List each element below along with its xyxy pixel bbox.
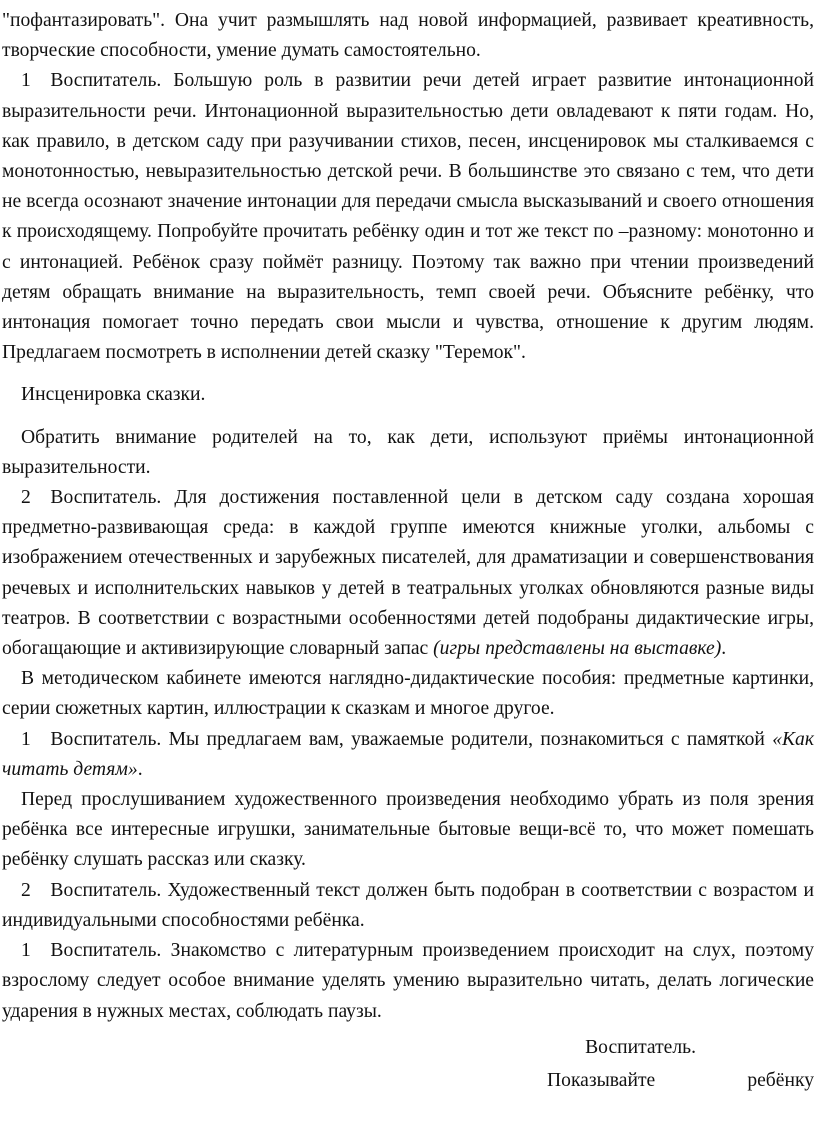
- paragraph-attention: Обратить внимание родителей на то, как дети, используют приёмы интонационной выразительности.: [2, 426, 814, 478]
- paragraph-memo: [2, 725, 814, 785]
- paragraph-environment: [2, 483, 814, 664]
- paragraph-environment-end: .: [721, 638, 727, 660]
- paragraph-memo-end: .: [137, 758, 143, 780]
- paragraph-expressive-reading: 1 Воспитатель. Знакомство с литературным произведением происходит на слух, поэтому взрослому следует особое внимание уделять умению выразительно читать, делать логические ударения в нужных местах, соблюдать паузы.: [2, 940, 814, 1022]
- paragraph-intonation: 1 Воспитатель. Большую роль в развитии речи детей играет развитие интонационной выразительности речи. Интонационной выразительностью дети овладевают к пяти годам. Но, как правило, в детском саду при разучивании стихов, песен, инсценировок мы сталкиваемся с монотонностью, невыразительностью детской речи. В большинстве это связано с тем, что дети не всегда осознают значение интонации для передачи смысла высказываний и своего отношения к происходящему. Попробуйте прочитать ребёнку один и тот же текст по –разному: монотонно и с интонацией. Ребёнок сразу поймёт разницу. Поэтому так важно при чтении произведений детям обращать внимание на выразительность, темп своей речи. Объясните ребёнку, что интонация помогает точно передать свои мысли и чувства, отношение к другим людям. Предлагаем посмотреть в исполнении детей сказку "Теремок".: [2, 70, 814, 364]
- paragraph-methodical-cabinet: В методическом кабинете имеются наглядно-дидактические пособия: предметные картинки, серии сюжетных картин, иллюстрации к сказкам и многое другое.: [2, 668, 814, 720]
- paragraph-show-child: [2, 1066, 814, 1096]
- paragraph-memo-italic: «Как читать детям»: [2, 728, 814, 780]
- paragraph-environment-italic: (игры представлены на выставке): [433, 638, 722, 660]
- paragraph-environment-text: 2 Воспитатель. Для достижения поставленной цели в детском саду создана хорошая предметно-развивающая среда: в каждой группе имеются книжные уголки, альбомы с изображением отечественных и зарубежных писателей, для драматизации и совершенствования речевых и исполнительских навыков у детей в театральных уголках обновляются разные виды театров. В соответствии с возрастными особенностями детей подобраны дидактические игры, обогащающие и активизирующие словарный запас: [2, 487, 814, 660]
- child-word: ребёнку: [747, 1069, 814, 1091]
- paragraph-before-listening: Перед прослушиванием художественного произведения необходимо убрать из поля зрения ребёнка все интересные игрушки, занимательные бытовые вещи-всё то, что может помешать ребёнку слушать рассказ или сказку.: [2, 789, 814, 871]
- paragraph-memo-text: 1 Воспитатель. Мы предлагаем вам, уважаемые родители, познакомиться с памяткой: [21, 728, 773, 750]
- paragraph-text-selection: 2 Воспитатель. Художественный текст должен быть подобран в соответствии с возрастом и индивидуальными способностями ребёнка.: [2, 879, 814, 931]
- paragraph-intro: "пофантазировать". Она учит размышлять над новой информацией, развивает креативность, творческие способности, умение думать самостоятельно.: [2, 10, 814, 62]
- show-word: Показывайте: [547, 1069, 656, 1091]
- paragraph-teacher-label: Воспитатель.: [585, 1036, 696, 1058]
- paragraph-staging: Инсценировка сказки.: [21, 384, 206, 406]
